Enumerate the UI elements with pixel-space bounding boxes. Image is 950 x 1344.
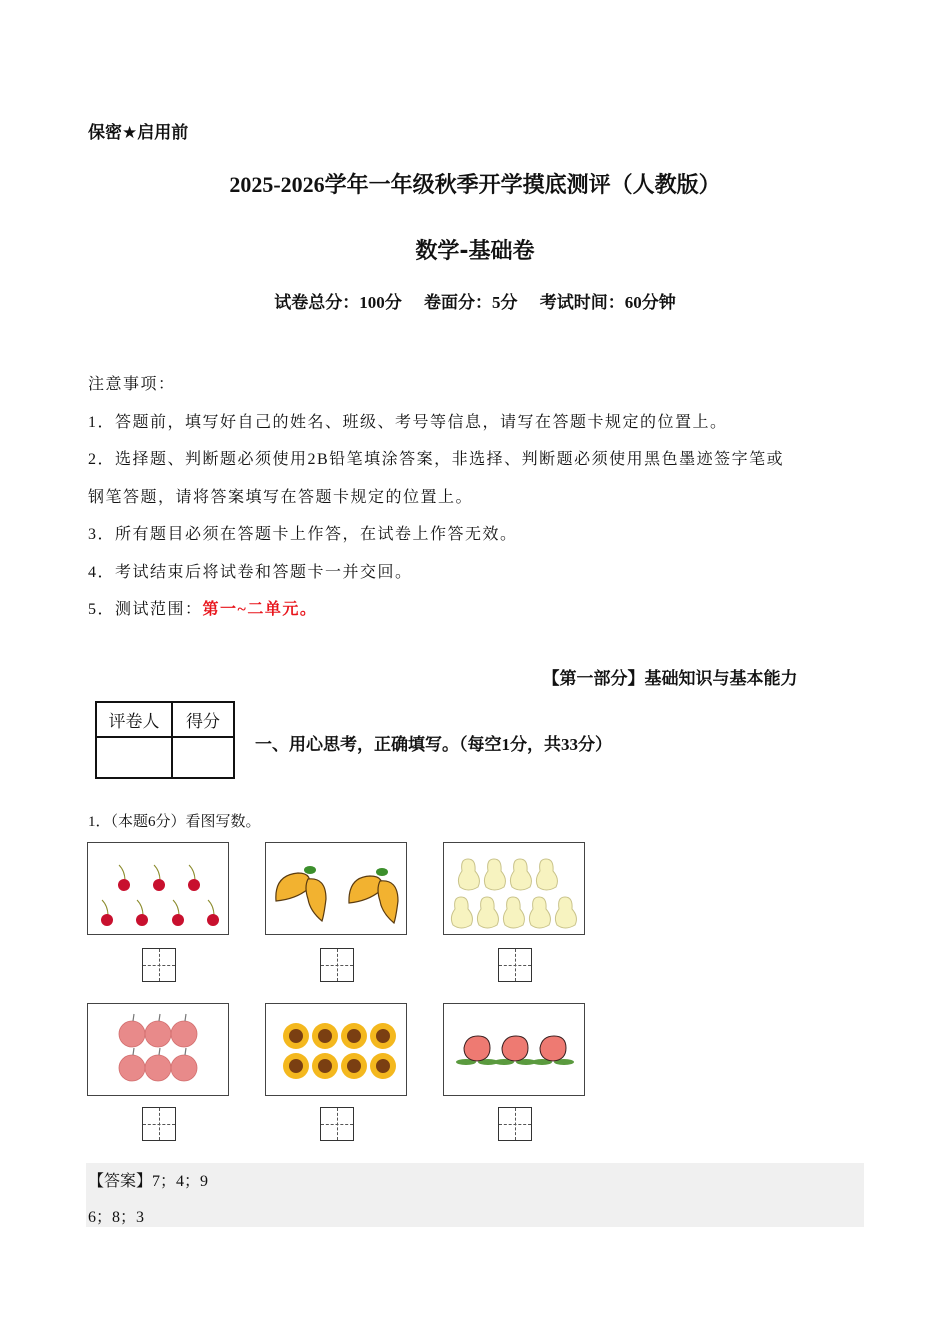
- picture-mangoes: [265, 842, 407, 935]
- notes-section: [88, 366, 868, 629]
- answer-grid-1[interactable]: [142, 948, 176, 982]
- confidential-label: 保密★启用前: [88, 123, 189, 143]
- note-item-scope: [88, 591, 868, 629]
- exam-subtitle: 数学-基础卷: [415, 239, 535, 264]
- part-heading: [0, 664, 950, 689]
- answer-grid-5[interactable]: [320, 1107, 354, 1141]
- note-item: 3．所有题目必须在答题卡上作答，在试卷上作答无效。: [88, 526, 518, 543]
- answer-grid-3[interactable]: [498, 948, 532, 982]
- scope-label: 5．测试范围：: [88, 601, 203, 618]
- answer-line-2: 6；8；3: [88, 1209, 145, 1226]
- note-item: 4．考试结束后将试卷和答题卡一并交回。: [88, 563, 413, 581]
- sunflower-icon: [266, 1004, 405, 1094]
- apple-icon: [88, 1004, 227, 1094]
- picture-cherries: [87, 842, 229, 935]
- answer-grid-2[interactable]: [320, 948, 354, 982]
- picture-peaches: [443, 1003, 585, 1096]
- score-header: 得分: [172, 702, 234, 737]
- notes-heading: 注意事项：: [88, 376, 176, 393]
- score-cell[interactable]: [172, 737, 234, 778]
- total-score: 试卷总分：100分: [274, 293, 402, 312]
- picture-sunflowers: [265, 1003, 407, 1096]
- answer-box: [86, 1163, 864, 1227]
- answer-grid-4[interactable]: [142, 1107, 176, 1141]
- grader-cell[interactable]: [96, 737, 172, 778]
- peach-icon: [444, 1004, 583, 1094]
- question-stem: 1．（本题6分）看图写数。: [88, 814, 261, 830]
- note-item: 钢笔答题，请将答案填写在答题卡规定的位置上。: [88, 488, 474, 506]
- note-item: 1．答题前，填写好自己的姓名、班级、考号等信息，请写在答题卡规定的位置上。: [88, 413, 728, 431]
- answer-line-1: 【答案】7；4；9: [88, 1173, 209, 1190]
- pear-icon: [444, 843, 583, 933]
- section-title: 一、用心思考，正确填写。（每空1分，共33分）: [255, 735, 612, 754]
- score-table: [95, 701, 235, 779]
- part-title: 【第一部分】基础知识与基本能力: [542, 669, 798, 689]
- cherry-icon: [88, 843, 227, 933]
- exam-time: 考试时间：60分钟: [539, 293, 676, 312]
- picture-apples: [87, 1003, 229, 1096]
- exam-title: 2025-2026学年一年级秋季开学摸底测评（人教版）: [229, 172, 721, 197]
- picture-pears: [443, 842, 585, 935]
- grader-header: 评卷人: [96, 702, 172, 737]
- note-item: 2．选择题、判断题必须使用2B铅笔填涂答案，非选择、判断题必须使用黑色墨迹签字笔或: [88, 451, 785, 468]
- neatness-score: 卷面分：5分: [424, 293, 518, 312]
- mango-icon: [266, 843, 405, 933]
- answer-grid-6[interactable]: [498, 1107, 532, 1141]
- scope-highlight: 第一~二单元。: [202, 601, 318, 618]
- exam-meta: [0, 288, 950, 313]
